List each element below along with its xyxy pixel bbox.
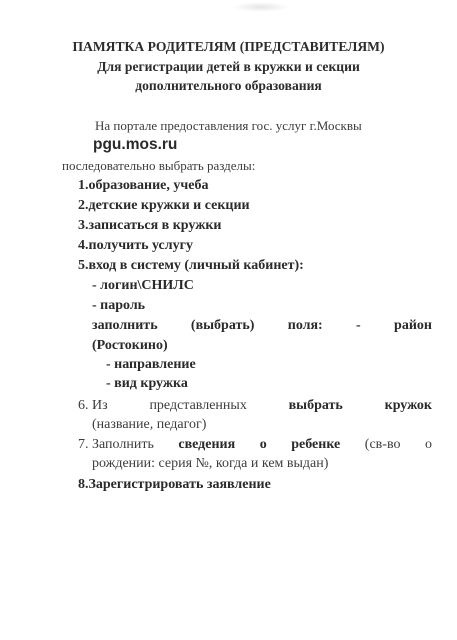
scan-smudge — [232, 2, 290, 12]
word: ребенке — [291, 437, 341, 452]
intro-text-cont: последовательно выбрать разделы: — [62, 158, 256, 173]
step-item-1 — [78, 177, 209, 195]
step-7-cont: рождении: серия №, когда и кем выдан) — [92, 456, 329, 471]
word: поля: — [287, 318, 323, 333]
word: (выбрать) — [190, 318, 255, 333]
step-7-number: 7. — [78, 437, 89, 452]
step-number: 4. — [78, 238, 89, 253]
word: Заполнить — [92, 437, 154, 452]
word: (св-во — [364, 437, 401, 452]
step-item-8 — [78, 476, 271, 494]
word: - — [356, 318, 361, 333]
word: выбрать — [288, 398, 343, 413]
word: кружок — [384, 398, 432, 413]
document-subtitle: Для регистрации детей в кружки и секции — [97, 59, 360, 74]
step-number: 8. — [78, 477, 89, 492]
step-item-3 — [78, 217, 222, 235]
step-text: детские кружки и секции — [88, 198, 250, 213]
word: о — [259, 437, 267, 452]
step-text: получить услугу — [88, 238, 193, 253]
step-number: 3. — [78, 218, 89, 233]
word: представленных — [149, 398, 247, 413]
step-number: 2. — [78, 198, 89, 213]
document-title: ПАМЯТКА РОДИТЕЛЯМ (ПРЕДСТАВИТЕЛЯМ) — [72, 39, 385, 54]
intro-text: На портале предоставления гос. услуг г.Москвы — [95, 118, 362, 133]
sub-item-password: - пароль — [92, 298, 146, 313]
word: Из — [92, 398, 108, 413]
step-text: вход в систему (личный кабинет): — [88, 258, 304, 273]
step-text: записаться в кружки — [88, 218, 222, 233]
word: район — [394, 318, 432, 333]
step-item-6 — [92, 397, 432, 415]
step-item-7 — [92, 436, 432, 454]
step-text: образование, учеба — [88, 178, 209, 193]
word: сведения — [178, 437, 236, 452]
portal-url: pgu.mos.ru — [93, 136, 178, 153]
step-number: 5. — [78, 258, 89, 273]
step-item-5 — [78, 257, 304, 275]
step-text: Зарегистрировать заявление — [88, 477, 271, 492]
sub-item-direction: - направление — [106, 357, 196, 372]
sub-item-login: - логин\СНИЛС — [92, 278, 194, 293]
word: о — [425, 437, 432, 452]
document-subtitle-cont: дополнительного образования — [135, 78, 322, 93]
fill-fields-line — [92, 317, 432, 335]
sub-item-club-type: - вид кружка — [106, 376, 188, 391]
step-item-2 — [78, 197, 250, 215]
step-6-cont: (название, педагог) — [92, 417, 207, 432]
step-number: 1. — [78, 178, 89, 193]
step-6-number: 6. — [78, 398, 89, 413]
word: заполнить — [92, 318, 158, 333]
fill-fields-line-cont: (Ростокино) — [92, 338, 168, 353]
step-item-4 — [78, 237, 193, 255]
